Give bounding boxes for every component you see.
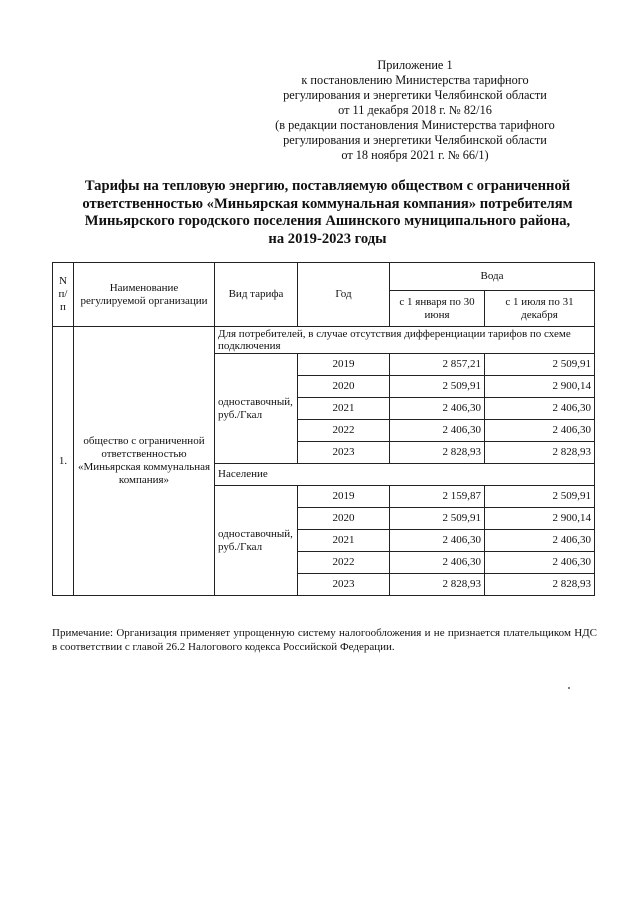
title-line: Миньярского городского поселения Ашинского муниципального района, bbox=[84, 213, 571, 229]
tariff-value: 2 406,30 bbox=[390, 530, 485, 552]
year-cell: 2022 bbox=[298, 420, 390, 442]
tariff-value: 2 159,87 bbox=[390, 486, 485, 508]
tariff-value: 2 509,91 bbox=[485, 486, 595, 508]
tariff-value: 2 900,14 bbox=[485, 376, 595, 398]
tariff-value: 2 406,30 bbox=[390, 398, 485, 420]
tariff-value: 2 406,30 bbox=[485, 552, 595, 574]
tariff-value: 2 828,93 bbox=[390, 574, 485, 596]
group-label: Для потребителей, в случае отсутствия дифференциации тарифов по схеме подключения bbox=[215, 327, 595, 354]
year-cell: 2021 bbox=[298, 530, 390, 552]
header-tariff-type: Вид тарифа bbox=[215, 263, 298, 327]
tariff-value: 2 509,91 bbox=[485, 354, 595, 376]
year-cell: 2022 bbox=[298, 552, 390, 574]
tariff-type: одноставочный, руб./Гкал bbox=[215, 486, 298, 596]
table-row bbox=[53, 327, 595, 354]
year-cell: 2019 bbox=[298, 486, 390, 508]
tariff-value: 2 828,93 bbox=[485, 442, 595, 464]
appendix-line: регулирования и энергетики Челябинской области bbox=[283, 133, 547, 147]
year-cell: 2020 bbox=[298, 376, 390, 398]
tariff-value: 2 406,30 bbox=[485, 398, 595, 420]
tariff-value: 2 406,30 bbox=[390, 420, 485, 442]
document-title bbox=[40, 178, 615, 248]
appendix-line: от 11 декабря 2018 г. № 82/16 bbox=[338, 103, 492, 117]
header-period-1: с 1 января по 30 июня bbox=[390, 291, 485, 327]
table-header-row bbox=[53, 263, 595, 291]
header-year: Год bbox=[298, 263, 390, 327]
tariff-value: 2 828,93 bbox=[390, 442, 485, 464]
title-line: на 2019-2023 годы bbox=[268, 230, 387, 247]
tariff-value: 2 900,14 bbox=[485, 508, 595, 530]
title-line: ответственностью «Миньярская коммунальная компания» потребителям bbox=[82, 195, 573, 212]
appendix-line: регулирования и энергетики Челябинской области bbox=[283, 88, 547, 102]
header-period-2: с 1 июля по 31 декабря bbox=[485, 291, 595, 327]
tariff-type: одноставочный, руб./Гкал bbox=[215, 354, 298, 464]
tariff-value: 2 406,30 bbox=[485, 530, 595, 552]
appendix-line: Приложение 1 bbox=[377, 58, 453, 72]
organization-name: общество с ограниченной ответственностью «Миньярская коммунальная компания» bbox=[74, 327, 215, 596]
row-number: 1. bbox=[53, 327, 74, 596]
year-cell: 2023 bbox=[298, 442, 390, 464]
tariff-value: 2 406,30 bbox=[485, 420, 595, 442]
tariff-value: 2 509,91 bbox=[390, 508, 485, 530]
year-cell: 2021 bbox=[298, 398, 390, 420]
tariff-value: 2 509,91 bbox=[390, 376, 485, 398]
appendix-line: от 18 ноября 2021 г. № 66/1) bbox=[341, 148, 489, 162]
appendix-line: к постановлению Министерства тарифного bbox=[301, 73, 529, 87]
header-water: Вода bbox=[390, 263, 595, 291]
header-org: Наименование регулируемой организации bbox=[74, 263, 215, 327]
title-line: Тарифы на тепловую энергию, поставляемую обществом с ограниченной bbox=[84, 178, 571, 194]
year-cell: 2023 bbox=[298, 574, 390, 596]
appendix-header bbox=[255, 58, 575, 163]
header-num: N п/п bbox=[53, 263, 74, 327]
appendix-line: (в редакции постановления Министерства тарифного bbox=[275, 118, 555, 132]
tariff-value: 2 828,93 bbox=[485, 574, 595, 596]
tariff-value: 2 857,21 bbox=[390, 354, 485, 376]
group-label: Население bbox=[215, 464, 595, 486]
scan-speck bbox=[568, 687, 570, 689]
footnote: Примечание: Организация применяет упрощенную систему налогообложения и не признается плательщиком НДС в соответствии с главой 26.2 Налогового кодекса Российской Федерации. bbox=[52, 627, 597, 653]
year-cell: 2020 bbox=[298, 508, 390, 530]
tariff-value: 2 406,30 bbox=[390, 552, 485, 574]
tariff-table bbox=[52, 262, 595, 596]
year-cell: 2019 bbox=[298, 354, 390, 376]
